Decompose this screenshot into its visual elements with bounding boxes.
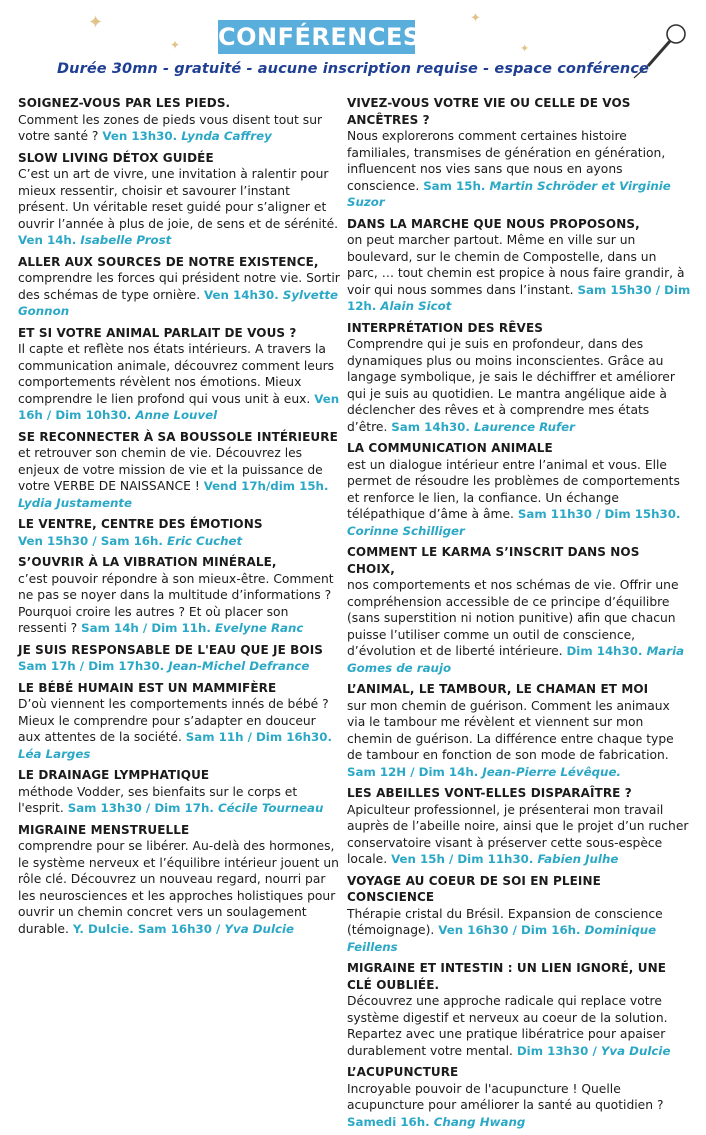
conference-entry xyxy=(347,785,691,868)
conference-speaker: Yva Dulcie xyxy=(600,1043,671,1058)
conference-body xyxy=(18,270,340,320)
conference-speaker: Evelyne Ranc xyxy=(214,621,304,635)
conference-time: Sam 17h / Dim 17h30. xyxy=(18,659,165,673)
conference-entry xyxy=(347,95,691,211)
conference-speaker: Chang Hwang xyxy=(433,1114,526,1129)
conference-title: LE BÉBÉ HUMAIN EST UN MAMMIFÈRE xyxy=(18,680,277,695)
conference-description: on peut marcher partout. Même en ville sur un boulevard, sur le chemin de Compostelle, dans un parc, … tout chemin est propice à nous faire grandir, à voir qui nous sommes dans l’instant. xyxy=(347,233,685,297)
conference-speaker: Cécile Tourneau xyxy=(217,801,324,815)
conference-description: Thérapie cristal du Brésil. Expansion de conscience (témoignage). xyxy=(347,906,663,937)
conference-entry xyxy=(347,544,691,676)
conference-entry xyxy=(18,254,340,320)
conference-time: Sam 15h. xyxy=(423,178,486,193)
conference-description: c’est pouvoir répondre à son mieux-être. Comment ne pas se noyer dans la multitude d’informations ? Pourquoi croire les autres ? Et où placer son ressenti ? xyxy=(18,571,334,635)
conference-entry xyxy=(18,822,340,938)
conference-speaker: Lydia Justamente xyxy=(18,495,133,510)
conference-entry xyxy=(18,325,340,424)
conference-title: DANS LA MARCHE QUE NOUS PROPOSONS, xyxy=(347,216,640,231)
conference-time: Sam 11h / Dim 16h30. xyxy=(185,730,332,744)
conference-speaker: Jean-Pierre Lévêque. xyxy=(482,764,621,779)
conference-schedule xyxy=(391,420,575,434)
conference-title: S’OUVRIR À LA VIBRATION MINÉRALE, xyxy=(18,555,277,569)
conference-body xyxy=(18,571,340,637)
conference-title: ET SI VOTRE ANIMAL PARLAIT DE VOUS ? xyxy=(18,325,297,340)
conference-time: Sam 15h30 / Dim 12h. xyxy=(347,282,691,313)
conference-body xyxy=(347,128,691,211)
conference-title: LE DRAINAGE LYMPHATIQUE xyxy=(18,768,210,782)
conference-title: L’ACUPUNCTURE xyxy=(347,1065,459,1079)
page-title: CONFÉRENCES xyxy=(218,20,415,54)
conference-entry xyxy=(18,150,340,249)
conference-body xyxy=(18,696,340,762)
conference-description: Incroyable pouvoir de l'acupuncture ! Quelle acupuncture pour améliorer la santé au quotidien ? xyxy=(347,1081,664,1112)
conference-entry xyxy=(18,680,340,763)
right-column xyxy=(347,95,691,1135)
star-icon: ✦ xyxy=(170,38,181,52)
conference-schedule xyxy=(18,534,242,548)
conference-description: méthode Vodder, ses bienfaits sur le corps et l'esprit. xyxy=(18,784,298,815)
conference-body xyxy=(18,112,340,145)
conference-title: SE RECONNECTER À SA BOUSSOLE INTÉRIEURE xyxy=(18,429,338,444)
star-icon: ✦ xyxy=(520,42,530,55)
conference-body xyxy=(18,166,340,249)
conference-description: et retrouver son chemin de vie. Découvrez les enjeux de votre mission de vie et la puissance de votre VERBE DE NAISSANCE ! xyxy=(18,446,323,493)
conference-title: MIGRAINE ET INTESTIN : UN LIEN IGNORÉ, UNE CLÉ OUBLIÉE. xyxy=(347,961,667,992)
conference-entry xyxy=(347,440,691,539)
conference-description: Apiculteur professionnel, je présenterai mon travail auprès de l’abeille noire, ainsi que le projet d’un rucher conservatoire visant à préserver cette sous-espèce locale. xyxy=(347,802,689,866)
conference-body xyxy=(18,533,340,550)
conference-speaker: Yva Dulcie xyxy=(224,921,295,936)
conference-time: Samedi 16h. xyxy=(347,1114,430,1129)
conference-speaker: Martin Schröder et Virginie Suzor xyxy=(347,178,671,209)
conference-time: Ven 15h30 / Sam 16h. xyxy=(18,533,163,548)
conference-entry xyxy=(18,642,340,675)
conference-time: Sam 11h30 / Dim 15h30. xyxy=(517,507,681,521)
conference-time: Sam 14h / Dim 11h. xyxy=(81,621,211,635)
conference-speaker: Corinne Schilliger xyxy=(347,523,465,538)
conference-entry xyxy=(18,516,340,549)
conference-time: Dim 13h30 / xyxy=(516,1043,597,1058)
conference-title: LE VENTRE, CENTRE DES ÉMOTIONS xyxy=(18,517,263,531)
conference-body xyxy=(18,341,340,424)
conference-entry xyxy=(347,960,691,1059)
conference-description: Nous explorerons comment certaines histoire familiales, transmises de génération en génération, influencent nos vies sans que nous en ayons conscience. xyxy=(347,129,666,193)
conference-time: Sam 13h30 / Dim 17h. xyxy=(67,801,214,815)
star-icon: ✦ xyxy=(88,12,104,33)
conference-body xyxy=(18,658,340,675)
conference-title: JE SUIS RESPONSABLE DE L'EAU QUE JE BOIS xyxy=(18,642,324,657)
conference-schedule xyxy=(391,852,618,866)
conference-speaker: Maria Gomes de raujo xyxy=(347,644,685,675)
conference-time: Y. Dulcie. Sam 16h30 / xyxy=(72,921,221,936)
conference-body xyxy=(18,445,340,511)
conference-title: ALLER AUX SOURCES DE NOTRE EXISTENCE, xyxy=(18,254,319,269)
conference-body xyxy=(347,336,691,435)
conference-description: nos comportements et nos schémas de vie. Offrir une compréhension accessible de ce principe d’équilibre (sans superstition ni notion punitive) afin que chacun puisse l’utiliser comme un outil de conscience, d’évolution et de liberté intérieure. xyxy=(347,578,679,658)
conference-time: Ven 13h30. xyxy=(102,129,178,143)
conference-body xyxy=(347,232,691,315)
conference-time: Ven 16h30 / Dim 16h. xyxy=(438,923,581,937)
conference-schedule xyxy=(18,659,309,673)
conference-speaker: Sylvette Gonnon xyxy=(18,287,339,318)
conference-schedule xyxy=(102,129,271,143)
left-column xyxy=(18,95,340,942)
conference-entry xyxy=(347,216,691,315)
conference-description: comprendre les forces qui président notre vie. Sortir des schémas de type ornière. xyxy=(18,271,340,302)
conference-body xyxy=(18,838,340,937)
conference-speaker: Alain Sicot xyxy=(380,299,452,313)
subtitle: Durée 30mn - gratuité - aucune inscription requise - espace conférence xyxy=(57,61,649,77)
conference-body xyxy=(347,1081,691,1131)
conference-schedule xyxy=(18,233,171,247)
conference-speaker: Lynda Caffrey xyxy=(181,129,272,143)
conference-time: Vend 17h/dim 15h. xyxy=(203,479,329,493)
conference-body xyxy=(347,698,691,781)
conference-entry xyxy=(347,320,691,436)
star-icon: ✦ xyxy=(470,11,481,26)
conference-schedule xyxy=(81,621,303,635)
conference-time: Ven 14h30. xyxy=(204,287,279,302)
conference-schedule xyxy=(73,922,294,936)
conference-schedule xyxy=(347,765,621,779)
conference-time: Sam 12H / Dim 14h. xyxy=(347,764,479,779)
conference-title: MIGRAINE MENSTRUELLE xyxy=(18,822,190,837)
conference-title: SOIGNEZ-VOUS PAR LES PIEDS. xyxy=(18,96,231,110)
conference-speaker: Léa Larges xyxy=(18,746,91,761)
conference-time: Ven 15h / Dim 11h30. xyxy=(391,852,534,866)
conference-body xyxy=(347,993,691,1059)
conference-entry xyxy=(18,767,340,817)
conference-title: L’ANIMAL, LE TAMBOUR, LE CHAMAN ET MOI xyxy=(347,682,649,696)
conference-time: Dim 14h30. xyxy=(566,644,643,658)
conference-description: Comprendre qui je suis en profondeur, dans des dynamiques plus ou moins inconscientes. Grâce au langage symbolique, je sais le déchiffrer et améliorer qui je suis au quotidien. Le mantra angélique aide à déclencher des rêves et à comprendre mes états d’être. xyxy=(347,337,675,434)
conference-entry xyxy=(347,681,691,780)
conference-entry xyxy=(18,429,340,512)
conference-body xyxy=(347,577,691,676)
conference-body xyxy=(347,457,691,540)
conference-speaker: Laurence Rufer xyxy=(473,419,575,434)
conference-title: COMMENT LE KARMA S’INSCRIT DANS NOS CHOIX, xyxy=(347,545,640,576)
conference-speaker: Jean-Michel Defrance xyxy=(168,659,310,673)
conference-body xyxy=(347,802,691,868)
conference-speaker: Isabelle Prost xyxy=(80,233,172,247)
conference-time: Sam 14h30. xyxy=(391,419,470,434)
conference-description: C’est un art de vivre, une invitation à ralentir pour mieux ressentir, choisir et savourer l’instant présent. Un véritable reset guidé pour s’aligner et ouvrir l’année à plus de joie, de sens et de sérénité. xyxy=(18,167,339,231)
conference-body xyxy=(18,784,340,817)
conference-title: INTERPRÉTATION DES RÊVES xyxy=(347,320,543,335)
conference-title: LES ABEILLES VONT-ELLES DISPARAÎTRE ? xyxy=(347,786,632,800)
conference-entry xyxy=(18,95,340,145)
conference-description: D’où viennent les comportements innés de bébé ? Mieux le comprendre pour s’adapter en douceur aux attentes de la société. xyxy=(18,697,329,744)
conference-description: Découvrez une approche radicale qui replace votre système digestif et nerveux au coeur de la solution. Repartez avec une pratique libératrice pour apaiser durablement votre mental. xyxy=(347,994,668,1058)
conference-title: LA COMMUNICATION ANIMALE xyxy=(347,441,553,455)
conference-body xyxy=(347,906,691,956)
conference-description: Il capte et reflète nos états intérieurs. A travers la communication animale, découvrez comment leurs comportements révèlent nos émotions. Mieux comprendre le lien profond qui vous unit à eux. xyxy=(18,342,335,406)
conference-time: Ven 14h. xyxy=(18,233,77,247)
conference-speaker: Dominique Feillens xyxy=(347,923,657,954)
conference-speaker: Fabien Julhe xyxy=(537,852,619,866)
conference-title: VOYAGE AU COEUR DE SOI EN PLEINE CONSCIENCE xyxy=(347,873,601,904)
conference-schedule xyxy=(68,801,324,815)
conference-speaker: Anne Louvel xyxy=(135,408,218,422)
conference-entry xyxy=(347,873,691,956)
conference-title: SLOW LIVING DÉTOX GUIDÉE xyxy=(18,150,214,165)
conference-title: VIVEZ-VOUS VOTRE VIE OU CELLE DE VOS ANCÊTRES ? xyxy=(347,96,631,127)
conference-description: est un dialogue intérieur entre l’animal et vous. Elle permet de résoudre les problèmes de comportements et renforce le lien, la confiance. Un échange télépathique d’âme à âme. xyxy=(347,457,680,521)
conference-description: Comment les zones de pieds vous disent tout sur votre santé ? xyxy=(18,112,323,143)
conference-time: Ven 16h / Dim 10h30. xyxy=(18,391,340,422)
conference-description: sur mon chemin de guérison. Comment les animaux via le tambour me révèlent et viennent sur mon chemin de guérison. La différence entre chaque type de tambour en fonction de son mode de fabrication. xyxy=(347,698,674,762)
conference-entry xyxy=(18,554,340,637)
conference-schedule xyxy=(347,1115,525,1129)
conference-speaker: Eric Cuchet xyxy=(167,533,243,548)
conference-schedule xyxy=(517,1044,671,1058)
conference-description: comprendre pour se libérer. Au-delà des hormones, le système nerveux et l’équilibre intérieur jouent un rôle clé. Découvrez un nouveau regard, nourri par les neurosciences et les approches holistiques pour ouvrir un chemin concret vers un soulagement durable. xyxy=(18,839,339,936)
conference-entry xyxy=(347,1064,691,1130)
